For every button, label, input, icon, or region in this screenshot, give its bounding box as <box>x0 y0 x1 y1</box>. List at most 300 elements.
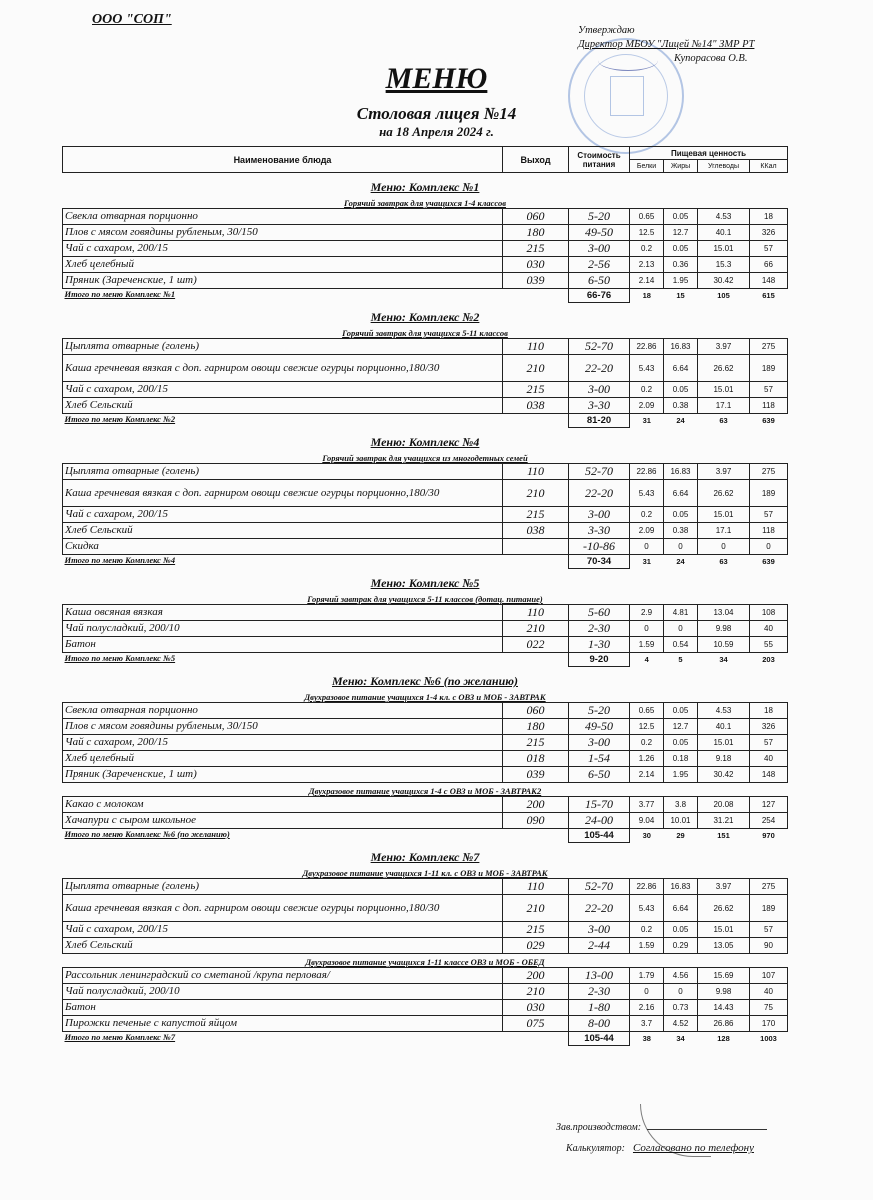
dish-kcal: 326 <box>750 225 788 241</box>
dish-cost: 52-70 <box>569 464 630 480</box>
dish-kcal: 57 <box>750 507 788 523</box>
dish-protein: 22.86 <box>630 879 664 895</box>
approval-block <box>578 24 754 66</box>
dish-output: 110 <box>503 464 569 480</box>
dish-kcal: 275 <box>750 339 788 355</box>
dish-kcal: 189 <box>750 355 788 382</box>
section-title-row <box>63 303 788 326</box>
total-fat: 24 <box>676 416 685 426</box>
dish-carbs: 14.43 <box>698 1000 750 1016</box>
dish-output: 039 <box>503 273 569 289</box>
dish-protein: 0.2 <box>630 922 664 938</box>
dish-kcal: 275 <box>750 464 788 480</box>
dish-kcal: 18 <box>750 209 788 225</box>
menu-item-row <box>63 339 788 355</box>
group-subtitle-row <box>63 450 788 464</box>
section-title-row <box>63 428 788 451</box>
total-cost: 105-44 <box>569 1032 630 1046</box>
dish-cost: 49-50 <box>569 719 630 735</box>
dish-kcal: 0 <box>750 539 788 555</box>
dish-cost: 22-20 <box>569 355 630 382</box>
organization-name: ООО "СОП" <box>92 12 172 27</box>
dish-fat: 3.8 <box>664 797 698 813</box>
total-spacer <box>503 414 569 428</box>
total-spacer <box>503 1032 569 1046</box>
dish-carbs: 13.04 <box>698 605 750 621</box>
menu-item-row <box>63 398 788 414</box>
group-subtitle-row <box>63 689 788 703</box>
dish-name: Плов с мясом говядины рубленым, 30/150 <box>63 719 503 735</box>
dish-protein: 22.86 <box>630 464 664 480</box>
dish-output: 030 <box>503 257 569 273</box>
total-carbs: 34 <box>719 655 728 665</box>
dish-cost: 5-20 <box>569 209 630 225</box>
dish-protein: 2.09 <box>630 523 664 539</box>
total-carbs: 63 <box>719 416 728 426</box>
total-label: Итого по меню Комплекс №1 <box>64 289 176 299</box>
dish-output: 215 <box>503 241 569 257</box>
group-subtitle: Двухразовое питание учащихся 1-11 кл. с ОВЗ и МОБ - ЗАВТРАК <box>63 865 788 879</box>
dish-cost: 2-30 <box>569 621 630 637</box>
calculator <box>566 1142 754 1154</box>
dish-kcal: 170 <box>750 1016 788 1032</box>
dish-name: Чай с сахаром, 200/15 <box>63 735 503 751</box>
dish-protein: 0.2 <box>630 241 664 257</box>
total-fat: 29 <box>676 831 685 841</box>
dish-output: 060 <box>503 703 569 719</box>
col-header-nutrition: Пищевая ценность <box>630 147 788 160</box>
dish-name: Цыплята отварные (голень) <box>63 339 503 355</box>
dish-fat: 0 <box>664 621 698 637</box>
dish-fat: 12.7 <box>664 719 698 735</box>
menu-item-row <box>63 895 788 922</box>
dish-name: Каша овсяная вязкая <box>63 605 503 621</box>
dish-kcal: 108 <box>750 605 788 621</box>
col-header-protein: Белки <box>630 160 664 173</box>
dish-fat: 4.81 <box>664 605 698 621</box>
menu-item-row <box>63 507 788 523</box>
dish-name: Скидка <box>63 539 503 555</box>
dish-kcal: 66 <box>750 257 788 273</box>
approval-line-2: Директор МБОУ "Лицей №14" ЗМР РТ <box>578 39 755 50</box>
total-protein: 18 <box>642 291 651 301</box>
dish-carbs: 9.18 <box>698 751 750 767</box>
total-fat: 24 <box>676 557 685 567</box>
section-total-row <box>63 829 788 843</box>
production-signature-line <box>647 1129 767 1130</box>
production-manager <box>556 1122 767 1133</box>
total-label: Итого по меню Комплекс №7 <box>64 1032 176 1042</box>
total-kcal: 970 <box>762 831 775 841</box>
dish-kcal: 57 <box>750 922 788 938</box>
dish-carbs: 9.98 <box>698 621 750 637</box>
dish-kcal: 90 <box>750 938 788 954</box>
section-title-row <box>63 843 788 866</box>
col-header-name: Наименование блюда <box>63 147 503 173</box>
group-subtitle: Горячий завтрак для учащихся 5-11 классов <box>63 325 788 339</box>
dish-name: Чай полусладкий, 200/10 <box>63 984 503 1000</box>
dish-carbs: 15.69 <box>698 968 750 984</box>
dish-name: Хлеб Сельский <box>63 938 503 954</box>
dish-carbs: 4.53 <box>698 703 750 719</box>
dish-name: Хлеб целебный <box>63 751 503 767</box>
dish-kcal: 40 <box>750 621 788 637</box>
menu-item-row <box>63 225 788 241</box>
dish-output: 022 <box>503 637 569 653</box>
dish-kcal: 127 <box>750 797 788 813</box>
dish-kcal: 118 <box>750 398 788 414</box>
dish-carbs: 10.59 <box>698 637 750 653</box>
dish-cost: 2-30 <box>569 984 630 1000</box>
dish-output: 210 <box>503 355 569 382</box>
dish-fat: 12.7 <box>664 225 698 241</box>
menu-item-row <box>63 480 788 507</box>
dish-kcal: 55 <box>750 637 788 653</box>
col-header-fat: Жиры <box>664 160 698 173</box>
dish-protein: 1.59 <box>630 938 664 954</box>
dish-name: Хлеб целебный <box>63 257 503 273</box>
dish-protein: 3.7 <box>630 1016 664 1032</box>
total-spacer <box>503 289 569 303</box>
dish-fat: 0.18 <box>664 751 698 767</box>
dish-fat: 1.95 <box>664 273 698 289</box>
menu-item-row <box>63 273 788 289</box>
section-title: Меню: Комплекс №1 <box>370 180 480 194</box>
group-subtitle: Горячий завтрак для учащихся 1-4 классов <box>63 195 788 209</box>
dish-carbs: 3.97 <box>698 339 750 355</box>
section-title: Меню: Комплекс №2 <box>370 310 480 324</box>
dish-carbs: 20.08 <box>698 797 750 813</box>
total-cost: 66-76 <box>569 289 630 303</box>
dish-fat: 16.83 <box>664 339 698 355</box>
dish-cost: 22-20 <box>569 480 630 507</box>
dish-output: 110 <box>503 879 569 895</box>
dish-protein: 5.43 <box>630 480 664 507</box>
menu-item-row <box>63 767 788 783</box>
menu-item-row <box>63 968 788 984</box>
dish-output: 029 <box>503 938 569 954</box>
dish-cost: 3-00 <box>569 507 630 523</box>
dish-name: Каша гречневая вязкая с доп. гарниром овощи свежие огурцы порционно,180/30 <box>63 480 503 507</box>
dish-output: 075 <box>503 1016 569 1032</box>
dish-carbs: 40.1 <box>698 225 750 241</box>
dish-fat: 10.01 <box>664 813 698 829</box>
group-subtitle-row <box>63 325 788 339</box>
dish-output: 038 <box>503 523 569 539</box>
dish-name: Какао с молоком <box>63 797 503 813</box>
approval-line-1: Утверждаю <box>578 25 635 36</box>
dish-carbs: 3.97 <box>698 879 750 895</box>
section-total-row <box>63 1032 788 1046</box>
document-date: на 18 Апреля 2024 г. <box>379 124 494 139</box>
total-carbs: 63 <box>719 557 728 567</box>
dish-output: 200 <box>503 968 569 984</box>
section-title-row <box>63 667 788 690</box>
group-subtitle-row <box>63 783 788 797</box>
dish-kcal: 148 <box>750 767 788 783</box>
dish-carbs: 26.86 <box>698 1016 750 1032</box>
dish-kcal: 57 <box>750 382 788 398</box>
dish-cost: 3-00 <box>569 922 630 938</box>
dish-kcal: 148 <box>750 273 788 289</box>
dish-kcal: 275 <box>750 879 788 895</box>
dish-carbs: 15.3 <box>698 257 750 273</box>
menu-item-row <box>63 523 788 539</box>
dish-kcal: 75 <box>750 1000 788 1016</box>
dish-fat: 6.64 <box>664 895 698 922</box>
total-carbs: 105 <box>717 291 730 301</box>
dish-carbs: 9.98 <box>698 984 750 1000</box>
dish-carbs: 15.01 <box>698 922 750 938</box>
section-title: Меню: Комплекс №7 <box>370 850 480 864</box>
dish-cost: 6-50 <box>569 273 630 289</box>
total-protein: 30 <box>642 831 651 841</box>
dish-protein: 12.5 <box>630 225 664 241</box>
dish-protein: 0.65 <box>630 209 664 225</box>
approval-line-3: Купорасова О.В. <box>674 53 748 64</box>
dish-fat: 0.05 <box>664 735 698 751</box>
dish-name: Пирожки печеные с капустой яйцом <box>63 1016 503 1032</box>
dish-fat: 6.64 <box>664 480 698 507</box>
dish-cost: 3-00 <box>569 735 630 751</box>
menu-item-row <box>63 257 788 273</box>
menu-item-row <box>63 703 788 719</box>
dish-protein: 2.14 <box>630 767 664 783</box>
group-subtitle-row <box>63 195 788 209</box>
dish-name: Чай полусладкий, 200/10 <box>63 621 503 637</box>
dish-name: Каша гречневая вязкая с доп. гарниром овощи свежие огурцы порционно,180/30 <box>63 895 503 922</box>
dish-protein: 22.86 <box>630 339 664 355</box>
dish-fat: 4.52 <box>664 1016 698 1032</box>
dish-cost: 24-00 <box>569 813 630 829</box>
dish-cost: 2-44 <box>569 938 630 954</box>
dish-protein: 2.13 <box>630 257 664 273</box>
dish-cost: 52-70 <box>569 339 630 355</box>
dish-fat: 0.05 <box>664 703 698 719</box>
dish-fat: 6.64 <box>664 355 698 382</box>
dish-output: 200 <box>503 797 569 813</box>
dish-name: Чай с сахаром, 200/15 <box>63 241 503 257</box>
total-kcal: 639 <box>762 416 775 426</box>
dish-output: 060 <box>503 209 569 225</box>
dish-cost: 1-54 <box>569 751 630 767</box>
total-cost: 105-44 <box>569 829 630 843</box>
dish-fat: 0 <box>664 984 698 1000</box>
dish-output: 030 <box>503 1000 569 1016</box>
menu-item-row <box>63 605 788 621</box>
dish-output: 110 <box>503 339 569 355</box>
dish-cost: 3-00 <box>569 241 630 257</box>
menu-item-row <box>63 735 788 751</box>
dish-cost: 6-50 <box>569 767 630 783</box>
dish-carbs: 40.1 <box>698 719 750 735</box>
section-title-row <box>63 173 788 196</box>
col-header-carbs: Углеводы <box>698 160 750 173</box>
dish-name: Каша гречневая вязкая с доп. гарниром овощи свежие огурцы порционно,180/30 <box>63 355 503 382</box>
dish-carbs: 30.42 <box>698 767 750 783</box>
group-subtitle: Двухразовое питание учащихся 1-4 кл. с ОВЗ и МОБ - ЗАВТРАК <box>63 689 788 703</box>
group-subtitle-row <box>63 591 788 605</box>
dish-protein: 0.65 <box>630 703 664 719</box>
calculator-label: Калькулятор: <box>566 1143 625 1154</box>
dish-protein: 2.09 <box>630 398 664 414</box>
dish-output: 110 <box>503 605 569 621</box>
dish-carbs: 15.01 <box>698 507 750 523</box>
dish-carbs: 26.62 <box>698 355 750 382</box>
dish-name: Батон <box>63 1000 503 1016</box>
menu-item-row <box>63 464 788 480</box>
dish-fat: 0.38 <box>664 398 698 414</box>
dish-cost: 5-60 <box>569 605 630 621</box>
menu-item-row <box>63 813 788 829</box>
dish-carbs: 15.01 <box>698 241 750 257</box>
menu-item-row <box>63 797 788 813</box>
dish-name: Чай с сахаром, 200/15 <box>63 922 503 938</box>
dish-cost: 15-70 <box>569 797 630 813</box>
total-kcal: 639 <box>762 557 775 567</box>
dish-cost: 3-30 <box>569 523 630 539</box>
dish-protein: 12.5 <box>630 719 664 735</box>
dish-protein: 0.2 <box>630 382 664 398</box>
dish-cost: 3-00 <box>569 382 630 398</box>
dish-protein: 5.43 <box>630 895 664 922</box>
dish-name: Батон <box>63 637 503 653</box>
menu-item-row <box>63 355 788 382</box>
dish-kcal: 40 <box>750 751 788 767</box>
section-total-row <box>63 289 788 303</box>
total-spacer <box>503 653 569 667</box>
dish-fat: 1.95 <box>664 767 698 783</box>
dish-cost: 8-00 <box>569 1016 630 1032</box>
menu-item-row <box>63 984 788 1000</box>
dish-output: 215 <box>503 922 569 938</box>
dish-output: 210 <box>503 621 569 637</box>
dish-output: 180 <box>503 719 569 735</box>
dish-output: 210 <box>503 895 569 922</box>
menu-table <box>62 146 788 1046</box>
dish-fat: 0.05 <box>664 507 698 523</box>
total-kcal: 203 <box>762 655 775 665</box>
dish-name: Чай с сахаром, 200/15 <box>63 507 503 523</box>
dish-kcal: 107 <box>750 968 788 984</box>
total-protein: 38 <box>642 1034 651 1044</box>
dish-protein: 2.9 <box>630 605 664 621</box>
dish-protein: 0 <box>630 539 664 555</box>
dish-protein: 2.14 <box>630 273 664 289</box>
dish-protein: 2.16 <box>630 1000 664 1016</box>
dish-protein: 0.2 <box>630 735 664 751</box>
dish-cost: 1-80 <box>569 1000 630 1016</box>
dish-output: 038 <box>503 398 569 414</box>
dish-output: 210 <box>503 480 569 507</box>
dish-carbs: 30.42 <box>698 273 750 289</box>
dish-fat: 0.29 <box>664 938 698 954</box>
dish-fat: 0.05 <box>664 922 698 938</box>
total-fat: 5 <box>678 655 683 665</box>
dish-fat: 0.36 <box>664 257 698 273</box>
dish-fat: 0.54 <box>664 637 698 653</box>
menu-item-row <box>63 719 788 735</box>
dish-output: 215 <box>503 507 569 523</box>
dish-fat: 0.05 <box>664 382 698 398</box>
dish-name: Рассольник ленинградский со сметаной /крупа перловая/ <box>63 968 503 984</box>
dish-name: Пряник (Зареченские, 1 шт) <box>63 273 503 289</box>
dish-kcal: 189 <box>750 480 788 507</box>
dish-kcal: 189 <box>750 895 788 922</box>
menu-item-row <box>63 751 788 767</box>
menu-item-row <box>63 922 788 938</box>
col-header-kcal: ККал <box>750 160 788 173</box>
dish-cost: 13-00 <box>569 968 630 984</box>
dish-protein: 1.59 <box>630 637 664 653</box>
dish-output: 210 <box>503 984 569 1000</box>
dish-name: Плов с мясом говядины рубленым, 30/150 <box>63 225 503 241</box>
dish-cost: 22-20 <box>569 895 630 922</box>
dish-kcal: 18 <box>750 703 788 719</box>
section-total-row <box>63 653 788 667</box>
section-total-row <box>63 555 788 569</box>
menu-item-row <box>63 637 788 653</box>
dish-kcal: 254 <box>750 813 788 829</box>
menu-item-row <box>63 621 788 637</box>
menu-item-row <box>63 1016 788 1032</box>
dish-cost: 2-56 <box>569 257 630 273</box>
dish-name: Хачапури с сыром школьное <box>63 813 503 829</box>
dish-fat: 0.73 <box>664 1000 698 1016</box>
total-label: Итого по меню Комплекс №6 (по желанию) <box>64 829 230 839</box>
dish-cost: 49-50 <box>569 225 630 241</box>
section-total-row <box>63 414 788 428</box>
total-spacer <box>503 829 569 843</box>
dish-name: Цыплята отварные (голень) <box>63 879 503 895</box>
dish-name: Цыплята отварные (голень) <box>63 464 503 480</box>
dish-fat: 16.83 <box>664 879 698 895</box>
dish-cost: 1-30 <box>569 637 630 653</box>
total-kcal: 1003 <box>760 1034 777 1044</box>
dish-protein: 1.79 <box>630 968 664 984</box>
dish-output: 018 <box>503 751 569 767</box>
dish-cost: 3-30 <box>569 398 630 414</box>
dish-carbs: 4.53 <box>698 209 750 225</box>
dish-carbs: 17.1 <box>698 398 750 414</box>
total-cost: 81-20 <box>569 414 630 428</box>
dish-fat: 0 <box>664 539 698 555</box>
dish-name: Свекла отварная порционно <box>63 209 503 225</box>
dish-output <box>503 539 569 555</box>
production-label: Зав.производством: <box>556 1122 642 1133</box>
group-subtitle: Двухразовое питание учащихся 1-11 классе ОВЗ и МОБ - ОБЕД <box>63 954 788 968</box>
total-label: Итого по меню Комплекс №4 <box>64 555 176 565</box>
dish-cost: 5-20 <box>569 703 630 719</box>
dish-protein: 1.26 <box>630 751 664 767</box>
dish-name: Свекла отварная порционно <box>63 703 503 719</box>
total-carbs: 128 <box>717 1034 730 1044</box>
dish-carbs: 17.1 <box>698 523 750 539</box>
dish-carbs: 13.05 <box>698 938 750 954</box>
dish-fat: 0.38 <box>664 523 698 539</box>
dish-fat: 4.56 <box>664 968 698 984</box>
dish-kcal: 57 <box>750 735 788 751</box>
total-cost: 9-20 <box>569 653 630 667</box>
menu-item-row <box>63 938 788 954</box>
dish-kcal: 118 <box>750 523 788 539</box>
dish-carbs: 26.62 <box>698 480 750 507</box>
dish-carbs: 15.01 <box>698 382 750 398</box>
section-title: Меню: Комплекс №6 (по желанию) <box>332 674 518 688</box>
dish-fat: 16.83 <box>664 464 698 480</box>
document-subtitle: Столовая лицея №14 <box>356 104 517 123</box>
dish-carbs: 31.21 <box>698 813 750 829</box>
